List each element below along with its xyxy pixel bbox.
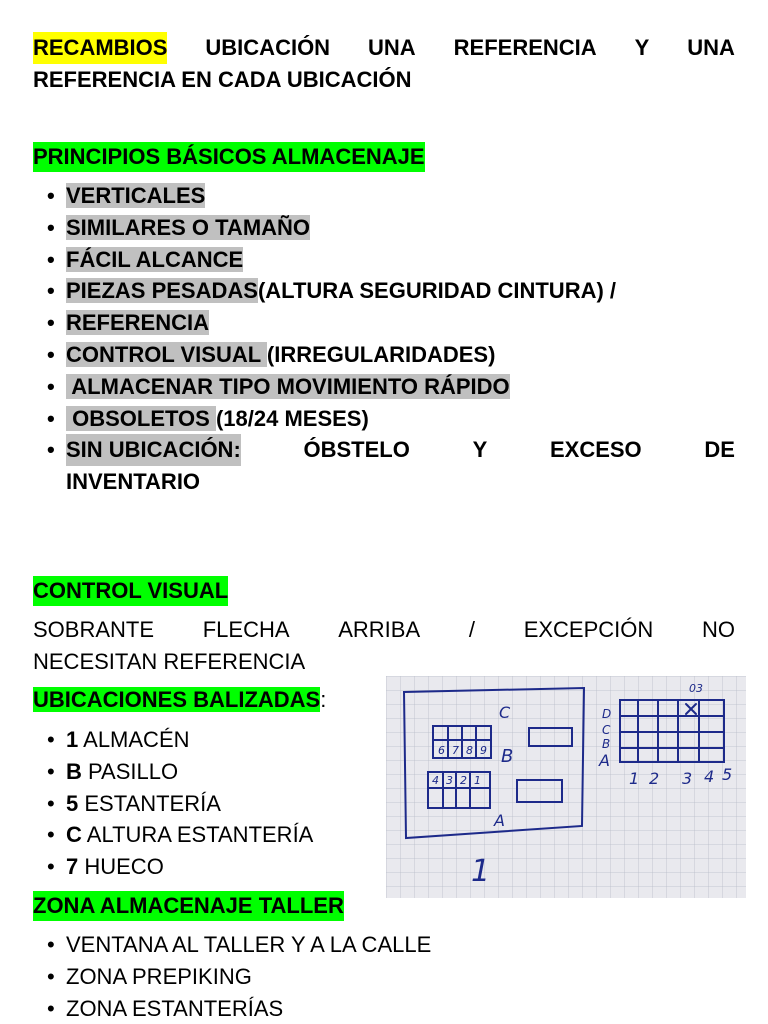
- sketch-letter: B: [501, 746, 514, 767]
- document-title: [33, 32, 735, 96]
- svg-text:3: 3: [446, 774, 453, 787]
- sketch-letter: 1: [471, 854, 491, 889]
- control-visual-text: SOBRANTE FLECHA ARRIBA / EXCEPCIÓN NO NECESITAN REFERENCIA: [33, 617, 735, 674]
- title-word: UNA: [687, 35, 735, 60]
- list-item: • CONTROL VISUAL (IRREGULARIDADES): [33, 339, 735, 371]
- svg-text:2: 2: [649, 769, 660, 788]
- sketch-letter: C: [602, 723, 611, 737]
- svg-text:7: 7: [452, 744, 459, 757]
- list-item: • 5 ESTANTERÍA: [33, 788, 313, 820]
- title-word: REFERENCIA: [453, 35, 597, 60]
- title-line-2: REFERENCIA EN CADA UBICACIÓN: [33, 67, 412, 92]
- list-item: • SIMILARES O TAMAÑO: [33, 212, 735, 244]
- svg-text:2: 2: [460, 774, 467, 787]
- sketch-letter: B: [602, 737, 611, 751]
- principios-heading: PRINCIPIOS BÁSICOS ALMACENAJE: [33, 142, 425, 172]
- ubicaciones-heading: UBICACIONES BALIZADAS:: [33, 687, 327, 712]
- title-line-1: [33, 32, 735, 64]
- svg-text:1: 1: [474, 774, 481, 787]
- sketch-letter: C: [499, 703, 511, 722]
- taller-heading: ZONA ALMACENAJE TALLER: [33, 891, 344, 921]
- svg-text:6: 6: [438, 744, 445, 757]
- list-item: • B PASILLO: [33, 756, 313, 788]
- sketch-letter: A: [599, 751, 610, 770]
- principios-list: [33, 180, 735, 498]
- list-item: • SIN UBICACIÓN: ÓBSTELO Y EXCESO DE INVENTARIO: [33, 434, 735, 498]
- svg-text:5: 5: [722, 765, 733, 784]
- list-item: • ZONA PREPIKING: [33, 961, 431, 993]
- svg-text:9: 9: [480, 744, 487, 757]
- svg-text:1: 1: [629, 769, 640, 788]
- warehouse-sketch-photo: [386, 676, 746, 898]
- list-item: • VENTANA AL TALLER Y A LA CALLE: [33, 929, 431, 961]
- taller-list: [33, 929, 431, 1024]
- svg-text:3: 3: [682, 769, 693, 788]
- control-visual-heading: CONTROL VISUAL: [33, 576, 228, 606]
- title-word: UBICACIÓN: [205, 35, 331, 60]
- recambios-highlight: RECAMBIOS: [33, 32, 167, 64]
- sketch-letter: A: [494, 811, 505, 830]
- list-item: • FÁCIL ALCANCE: [33, 244, 735, 276]
- sketch-letter: D: [602, 707, 612, 721]
- list-item: • C ALTURA ESTANTERÍA: [33, 819, 313, 851]
- list-item: • ZONA ESTANTERÍAS: [33, 993, 431, 1024]
- svg-text:4: 4: [432, 774, 439, 787]
- list-item: • REFERENCIA: [33, 307, 735, 339]
- list-item: • ALMACENAR TIPO MOVIMIENTO RÁPIDO: [33, 371, 735, 403]
- sketch-letter: 03: [689, 682, 703, 695]
- title-word: Y: [634, 35, 650, 60]
- ubicaciones-list: [33, 724, 313, 883]
- svg-text:4: 4: [704, 767, 715, 786]
- title-word: UNA: [368, 35, 416, 60]
- list-item: • VERTICALES: [33, 180, 735, 212]
- list-item: • 7 HUECO: [33, 851, 313, 883]
- svg-text:8: 8: [466, 744, 473, 757]
- list-item: • PIEZAS PESADAS(ALTURA SEGURIDAD CINTURA) /: [33, 275, 735, 307]
- list-item: • OBSOLETOS (18/24 MESES): [33, 403, 735, 435]
- list-item: • 1 ALMACÉN: [33, 724, 313, 756]
